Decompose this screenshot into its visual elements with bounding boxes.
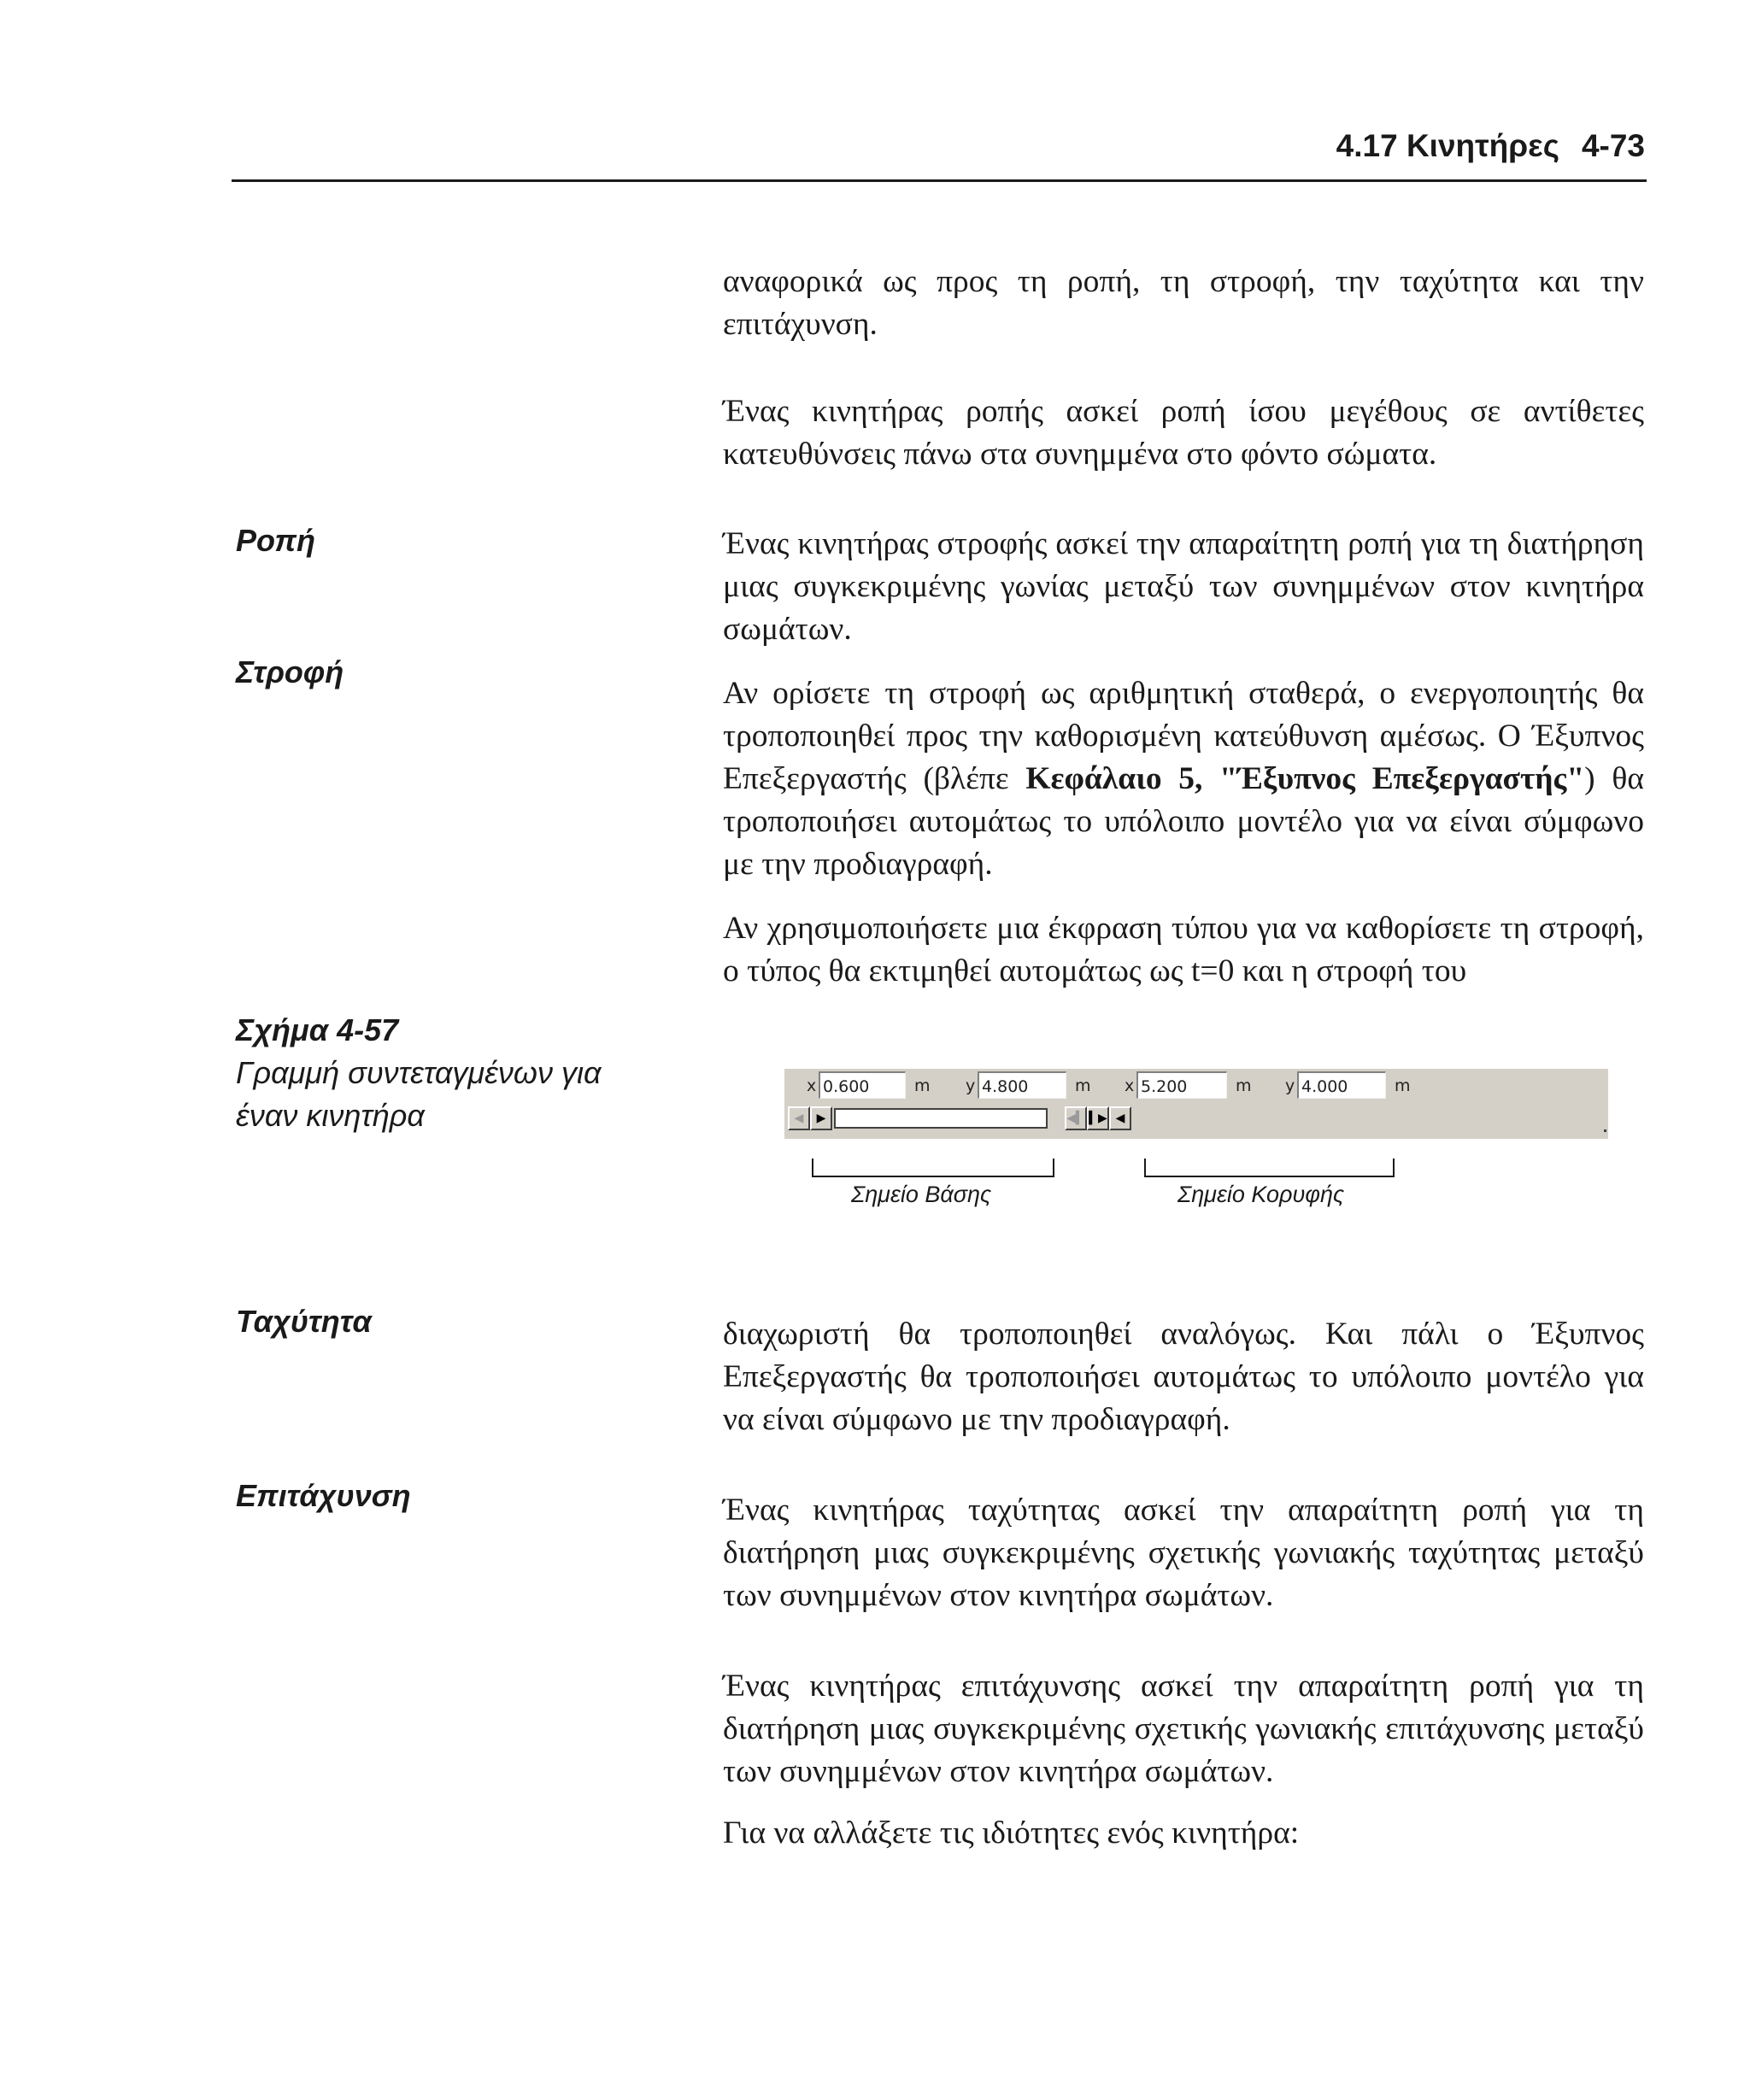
section-title: 4.17 Κινητήρες: [1336, 128, 1559, 163]
paragraph: [723, 672, 1644, 886]
base-point-bracket: [812, 1159, 1054, 1177]
figure-caption: [236, 1009, 602, 1137]
top-x-field[interactable]: 5.200: [1136, 1071, 1227, 1099]
paragraph: Αν χρησιμοποιήσετε μια έκφραση τύπου για να καθορίσετε τη στροφή, ο τύπος θα εκτιμηθεί αυτομάτως ως t=0 και η στροφή του: [723, 911, 1644, 988]
base-scroll-track[interactable]: [834, 1108, 1048, 1129]
scroll-controls-row: [784, 1105, 1608, 1135]
top-y-unit: m: [1395, 1076, 1411, 1095]
coordinate-bar: [784, 1069, 1608, 1139]
base-x-field[interactable]: 0.600: [819, 1071, 906, 1099]
base-y-unit: m: [1075, 1076, 1091, 1095]
scroll-right-icon[interactable]: ▶: [810, 1106, 832, 1130]
top-x-unit: m: [1236, 1076, 1252, 1095]
figure-caption-line: έναν κινητήρα: [236, 1098, 425, 1133]
paragraph: Ένας κινητήρας ταχύτητας ασκεί την απαραίτητη ροπή για τη διατήρηση μιας συγκεκριμένης σχετικής γωνιακής ταχύτητας μεταξύ των συνημμένων στον κινητήρα σωμάτων.: [723, 1493, 1644, 1613]
play-step-icon[interactable]: ▍▶: [1087, 1106, 1109, 1130]
top-point-label: Σημείο Κορυφής: [1177, 1182, 1345, 1207]
side-label-acceleration: Επιτάχυνση: [236, 1478, 411, 1513]
top-y-field[interactable]: 4.000: [1297, 1071, 1386, 1099]
running-header: [1336, 128, 1645, 164]
base-point-label: Σημείο Βάσης: [851, 1182, 992, 1207]
paragraph: Ένας κινητήρας επιτάχυνσης ασκεί την απαραίτητη ροπή για τη διατήρηση μιας συγκεκριμένης σχετικής γωνιακής επιτάχυνσης μεταξύ των συνημμένων στον κινητήρα σωμάτων.: [723, 1669, 1644, 1789]
paragraph-text: Αν ορίσετε τη στροφή ως αριθμητική σταθερά, ο ενεργοποιητής θα τροποποιηθεί προς την καθορισμένη κατεύθυνση αμέσως. Ο Έξυπνος Επεξεργαστής (βλέπε: [723, 676, 1644, 796]
scroll-left-icon[interactable]: ◀: [788, 1106, 810, 1130]
paragraph: Ένας κινητήρας στροφής ασκεί την απαραίτητη ροπή για τη διατήρηση μιας συγκεκριμένης γωνίας μεταξύ των συνημμένων στον κινητήρα σωμάτων.: [723, 526, 1644, 647]
coordinate-fields-row: [784, 1069, 1608, 1103]
figure-caption-line: Γραμμή συντεταγμένων για: [236, 1055, 602, 1090]
base-y-label: y: [966, 1076, 976, 1095]
base-x-label: x: [807, 1076, 817, 1095]
scroll-left-icon[interactable]: ◀: [1109, 1106, 1131, 1130]
side-label-torque: Ροπή: [236, 523, 316, 558]
paragraph: αναφορικά ως προς τη ροπή, τη στροφή, την ταχύτητα και την επιτάχυνση.: [723, 264, 1644, 342]
top-y-label: y: [1285, 1076, 1295, 1095]
step-back-icon[interactable]: ◀▍: [1065, 1106, 1087, 1130]
top-x-label: x: [1125, 1076, 1135, 1095]
base-x-unit: m: [914, 1076, 931, 1095]
paragraph-text: ) θα τροποποιήσει αυτομάτως το υπόλοιπο μοντέλο για να είναι σύμφωνο με την προδιαγραφή.: [723, 761, 1644, 882]
figure-title: Σχήμα 4-57: [236, 1012, 399, 1047]
base-y-field[interactable]: 4.800: [978, 1071, 1066, 1099]
side-label-rotation: Στροφή: [236, 654, 344, 689]
side-label-velocity: Ταχύτητα: [236, 1304, 372, 1339]
top-point-bracket: [1144, 1159, 1395, 1177]
paragraph: Για να αλλάξετε τις ιδιότητες ενός κινητήρα:: [723, 1816, 1300, 1851]
header-rule: [232, 179, 1647, 182]
resize-grip: [1604, 1129, 1606, 1132]
page-number: 4-73: [1581, 128, 1645, 163]
paragraph: Ένας κινητήρας ροπής ασκεί ροπή ίσου μεγέθους σε αντίθετες κατευθύνσεις πάνω στα συνημμένα στο φόντο σώματα.: [723, 394, 1644, 472]
paragraph: διαχωριστή θα τροποποιηθεί αναλόγως. Και πάλι ο Έξυπνος Επεξεργαστής θα τροποποιήσει αυτομάτως το υπόλοιπο μοντέλο για να είναι σύμφωνο με την προδιαγραφή.: [723, 1317, 1644, 1437]
chapter-reference: Κεφάλαιο 5, "Έξυπνος Επεξεργαστής": [1025, 761, 1585, 796]
